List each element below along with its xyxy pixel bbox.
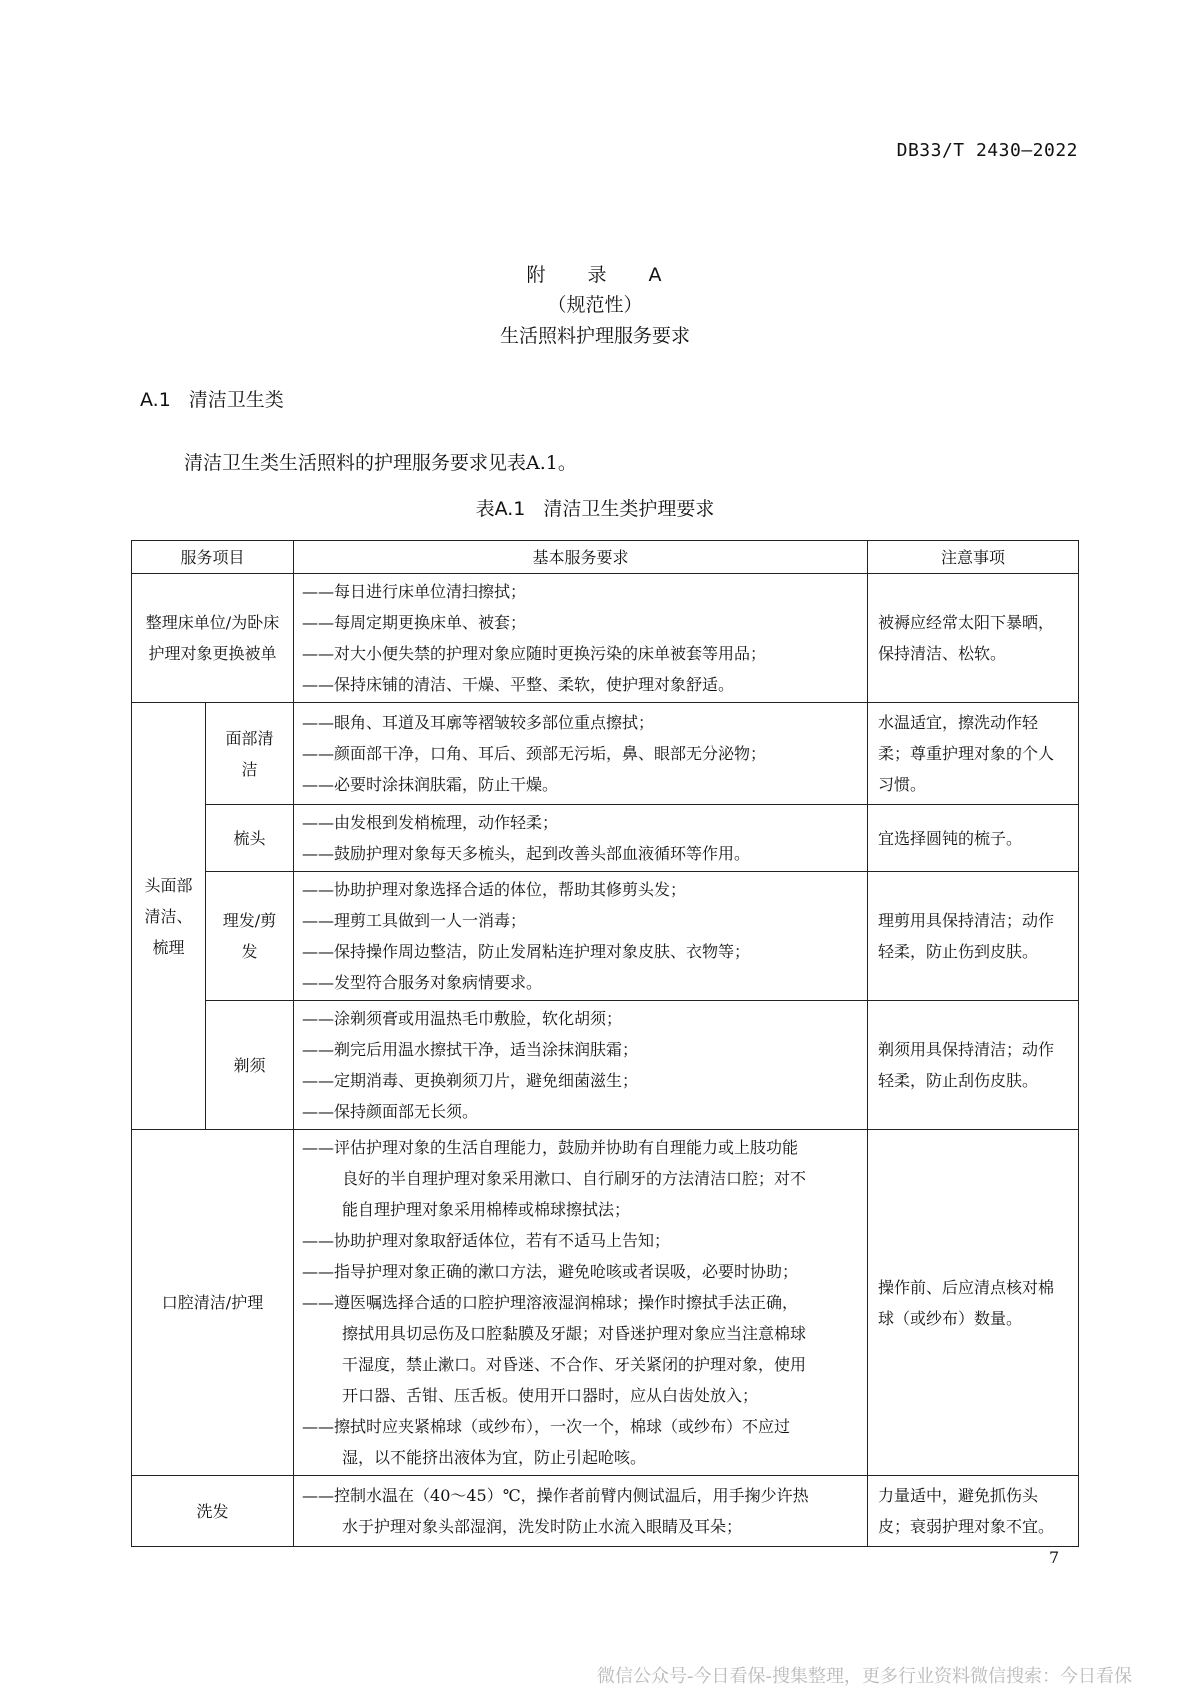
- requirement-line: ——必要时涂抹润肤霜，防止干燥。: [302, 775, 559, 794]
- requirement-line: ——定期消毒、更换剃须刀片，避免细菌滋生；: [302, 1071, 639, 1090]
- table-caption-title: 清洁卫生类护理要求: [543, 498, 715, 520]
- requirements-cell: [294, 703, 868, 805]
- requirement-continuation: 湿，以不能挤出液体为宜，防止引起呛咳。: [342, 1448, 647, 1467]
- requirement-line: ——颜面部干净，口角、耳后、颈部无污垢，鼻、眼部无分泌物；: [302, 744, 767, 763]
- table-row: [132, 805, 1079, 872]
- requirement-continuation: 擦拭用具切忌伤及口腔黏膜及牙龈；对昏迷护理对象应当注意棉球: [342, 1324, 807, 1343]
- requirement-line: ——每日进行床单位清扫擦拭；: [302, 582, 527, 601]
- item-cell: 剃须: [206, 1001, 294, 1130]
- document-code: DB33/T 2430—2022: [896, 140, 1078, 161]
- requirements-cell: [294, 1001, 868, 1130]
- requirement-line: ——每周定期更换床单、被套；: [302, 613, 527, 632]
- note-cell: 操作前、后应清点核对棉球（或纱布）数量。: [868, 1130, 1079, 1476]
- requirement-continuation: 良好的半自理护理对象采用漱口、自行刷牙的方法清洁口腔；对不: [342, 1169, 807, 1188]
- requirement-line: ——保持颜面部无长须。: [302, 1102, 479, 1121]
- item-cell: 洗发: [132, 1476, 294, 1547]
- requirement-line: ——评估护理对象的生活自理能力，鼓励并协助有自理能力或上肢功能: [302, 1138, 799, 1157]
- item-cell: 整理床单位/为卧床护理对象更换被单: [132, 574, 294, 703]
- requirement-continuation: 开口器、舌钳、压舌板。使用开口器时，应从白齿处放入；: [342, 1386, 759, 1405]
- section-title: 清洁卫生类: [188, 389, 284, 411]
- requirement-line: ——指导护理对象正确的漱口方法，避免呛咳或者误吸，必要时协助；: [302, 1262, 799, 1281]
- requirement-continuation: 能自理护理对象采用棉棒或棉球擦拭法；: [342, 1200, 631, 1219]
- requirement-continuation: 水于护理对象头部湿润，洗发时防止水流入眼睛及耳朵；: [342, 1517, 743, 1536]
- table-header-row: [132, 541, 1079, 574]
- table-row: [132, 1001, 1079, 1130]
- requirement-continuation: 干湿度，禁止漱口。对昏迷、不合作、牙关紧闭的护理对象，使用: [342, 1355, 807, 1374]
- requirement-line: ——由发根到发梢梳理，动作轻柔；: [302, 813, 559, 832]
- requirement-line: ——保持床铺的清洁、干燥、平整、柔软，使护理对象舒适。: [302, 675, 735, 694]
- requirement-line: ——对大小便失禁的护理对象应随时更换污染的床单被套等用品；: [302, 644, 767, 663]
- section-heading: [140, 385, 284, 412]
- requirement-line: ——擦拭时应夹紧棉球（或纱布），一次一个，棉球（或纱布）不应过: [302, 1417, 791, 1436]
- note-cell: 力量适中，避免抓伤头皮；衰弱护理对象不宜。: [868, 1476, 1079, 1547]
- table-row: [132, 703, 1079, 805]
- note-cell: 剃须用具保持清洁；动作轻柔，防止刮伤皮肤。: [868, 1001, 1079, 1130]
- requirement-line: ——剃完后用温水擦拭干净，适当涂抹润肤霜；: [302, 1040, 639, 1059]
- item-cell: 梳头: [206, 805, 294, 872]
- page-number: 7: [1049, 1548, 1060, 1567]
- requirements-table: [131, 540, 1079, 1547]
- item-cell: 口腔清洁/护理: [132, 1130, 294, 1476]
- note-cell: 宜选择圆钝的梳子。: [868, 805, 1079, 872]
- table-row: [132, 1130, 1079, 1476]
- appendix-nature: （规范性）: [547, 294, 643, 316]
- item-cell: 理发/剪发: [206, 872, 294, 1001]
- appendix-subtitle: 生活照料护理服务要求: [499, 325, 690, 347]
- requirements-cell: [294, 1130, 868, 1476]
- requirement-line: ——眼角、耳道及耳廓等褶皱较多部位重点擦拭；: [302, 713, 655, 732]
- table-row: [132, 574, 1079, 703]
- requirement-line: ——保持操作周边整洁，防止发屑粘连护理对象皮肤、衣物等；: [302, 942, 751, 961]
- header-service-item: 服务项目: [132, 541, 294, 574]
- note-cell: 水温适宜，擦洗动作轻柔；尊重护理对象的个人习惯。: [868, 703, 1079, 805]
- table-row: [132, 872, 1079, 1001]
- requirement-line: ——发型符合服务对象病情要求。: [302, 973, 543, 992]
- requirement-line: ——控制水温在（40～45）℃，操作者前臂内侧试温后，用手掬少许热: [302, 1486, 809, 1505]
- header-notes: 注意事项: [868, 541, 1079, 574]
- header-basic-requirements: 基本服务要求: [294, 541, 868, 574]
- requirements-cell: [294, 805, 868, 872]
- requirement-line: ——协助护理对象选择合适的体位，帮助其修剪头发；: [302, 880, 687, 899]
- requirement-line: ——协助护理对象取舒适体位，若有不适马上告知；: [302, 1231, 671, 1250]
- requirement-line: ——涂剃须膏或用温热毛巾敷脸，软化胡须；: [302, 1009, 623, 1028]
- table-caption: [0, 494, 1190, 521]
- requirements-cell: [294, 872, 868, 1001]
- requirements-cell: [294, 574, 868, 703]
- requirements-cell: [294, 1476, 868, 1547]
- section-number: A.1: [140, 389, 171, 411]
- section-intro: 清洁卫生类生活照料的护理服务要求见表A.1。: [184, 452, 577, 474]
- table-caption-number: 表A.1: [475, 498, 526, 520]
- note-cell: 理剪用具保持清洁；动作轻柔，防止伤到皮肤。: [868, 872, 1079, 1001]
- requirement-line: ——鼓励护理对象每天多梳头，起到改善头部血液循环等作用。: [302, 844, 751, 863]
- appendix-title: 附 录 A: [526, 264, 680, 286]
- item-cell: 面部清洁: [206, 703, 294, 805]
- group-cell: 头面部清洁、梳理: [132, 703, 206, 1130]
- watermark-text: 微信公众号-今日看保-搜集整理，更多行业资料微信搜索：今日看保: [597, 1666, 1132, 1687]
- requirement-line: ——遵医嘱选择合适的口腔护理溶液湿润棉球；操作时擦拭手法正确，: [302, 1293, 799, 1312]
- requirement-line: ——理剪工具做到一人一消毒；: [302, 911, 527, 930]
- table-row: [132, 1476, 1079, 1547]
- note-cell: 被褥应经常太阳下暴晒，保持清洁、松软。: [868, 574, 1079, 703]
